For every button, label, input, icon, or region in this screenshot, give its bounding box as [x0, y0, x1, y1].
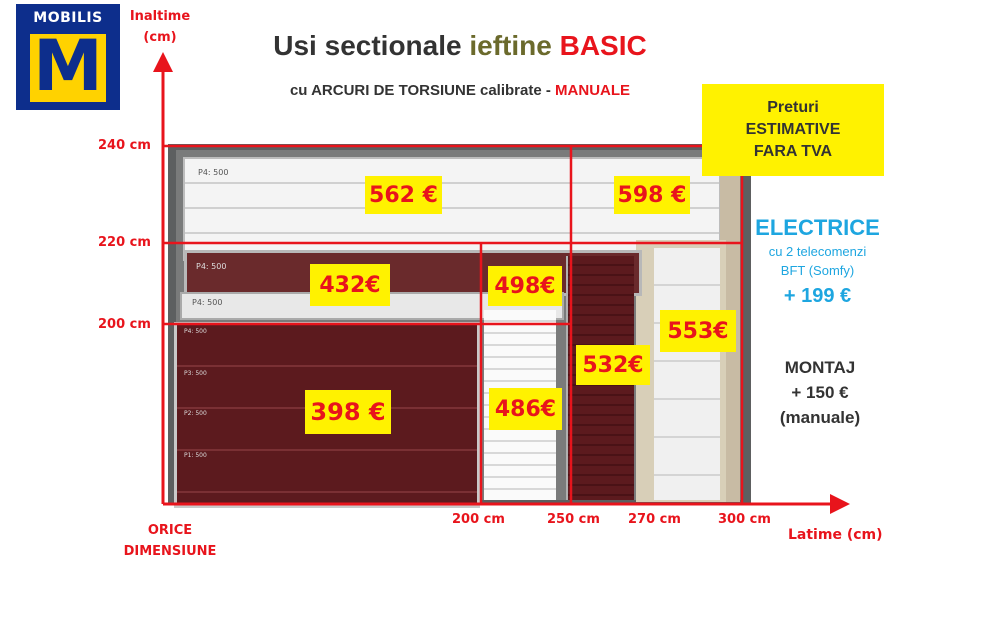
x-tick-200: 200 cm: [452, 512, 505, 527]
y-tick-240: 240 cm: [98, 138, 151, 153]
origin-label-line-1: ORICE: [147, 523, 193, 538]
montaj-note: (manuale): [779, 408, 861, 427]
door-label-front-1: P4: 500: [184, 328, 207, 335]
y-tick-200: 200 cm: [98, 317, 151, 332]
price-498: 498€: [488, 266, 562, 306]
door-label-top: P4: 500: [198, 168, 229, 177]
x-tick-270: 270 cm: [628, 512, 681, 527]
y-tick-220: 220 cm: [98, 235, 151, 250]
electrice-title: ELECTRICE: [755, 215, 880, 240]
price-532: 532€: [576, 345, 650, 385]
x-tick-250: 250 cm: [547, 512, 600, 527]
electrice-line-2: BFT (Somfy): [780, 263, 855, 278]
subtitle-part-2: MANUALE: [555, 82, 631, 99]
montaj-block: [760, 355, 880, 430]
price-598: 598 €: [614, 176, 690, 214]
door-label-small: P4: 500: [192, 298, 223, 307]
title-part-1: Usi sectionale: [273, 30, 470, 61]
x-tick-300: 300 cm: [718, 512, 771, 527]
y-axis-arrow: [153, 52, 173, 72]
x-axis-arrow: [830, 494, 850, 514]
electrice-line-1: cu 2 telecomenzi: [768, 244, 867, 259]
origin-label-line-2: DIMENSIUNE: [123, 544, 217, 559]
door-label-front-4: P1: 500: [184, 452, 207, 459]
estimate-line-3: FARA TVA: [753, 143, 833, 160]
title-part-2: ieftine: [469, 30, 552, 61]
electrice-block: [745, 214, 890, 312]
price-432: 432€: [310, 264, 390, 306]
door-label-front-3: P2: 500: [184, 410, 207, 417]
y-axis-title-line-1: Inaltime: [129, 9, 191, 24]
estimate-line-2: ESTIMATIVE: [745, 121, 841, 138]
logo-letter: M: [33, 25, 103, 107]
subtitle-part-1: cu ARCURI DE TORSIUNE calibrate -: [289, 82, 556, 99]
electrice-price: + 199 €: [783, 285, 852, 307]
origin-label: [100, 520, 240, 562]
price-562: 562 €: [365, 176, 442, 214]
price-553: 553€: [660, 310, 736, 352]
x-axis-title: Latime (cm): [788, 527, 883, 543]
door-label-mid: P4: 500: [196, 262, 227, 271]
montaj-title: MONTAJ: [784, 358, 856, 377]
door-label-front-2: P3: 500: [184, 370, 207, 377]
estimate-box: [702, 84, 884, 176]
y-axis-title-line-2: (cm): [143, 30, 177, 45]
logo-brand-name: MOBILIS: [33, 10, 103, 26]
price-486: 486€: [489, 388, 562, 430]
title-part-3: BASIC: [551, 30, 647, 61]
price-398: 398 €: [305, 390, 391, 434]
estimate-line-1: Preturi: [767, 99, 819, 116]
y-axis-title: [120, 6, 200, 48]
montaj-price: + 150 €: [791, 383, 849, 402]
